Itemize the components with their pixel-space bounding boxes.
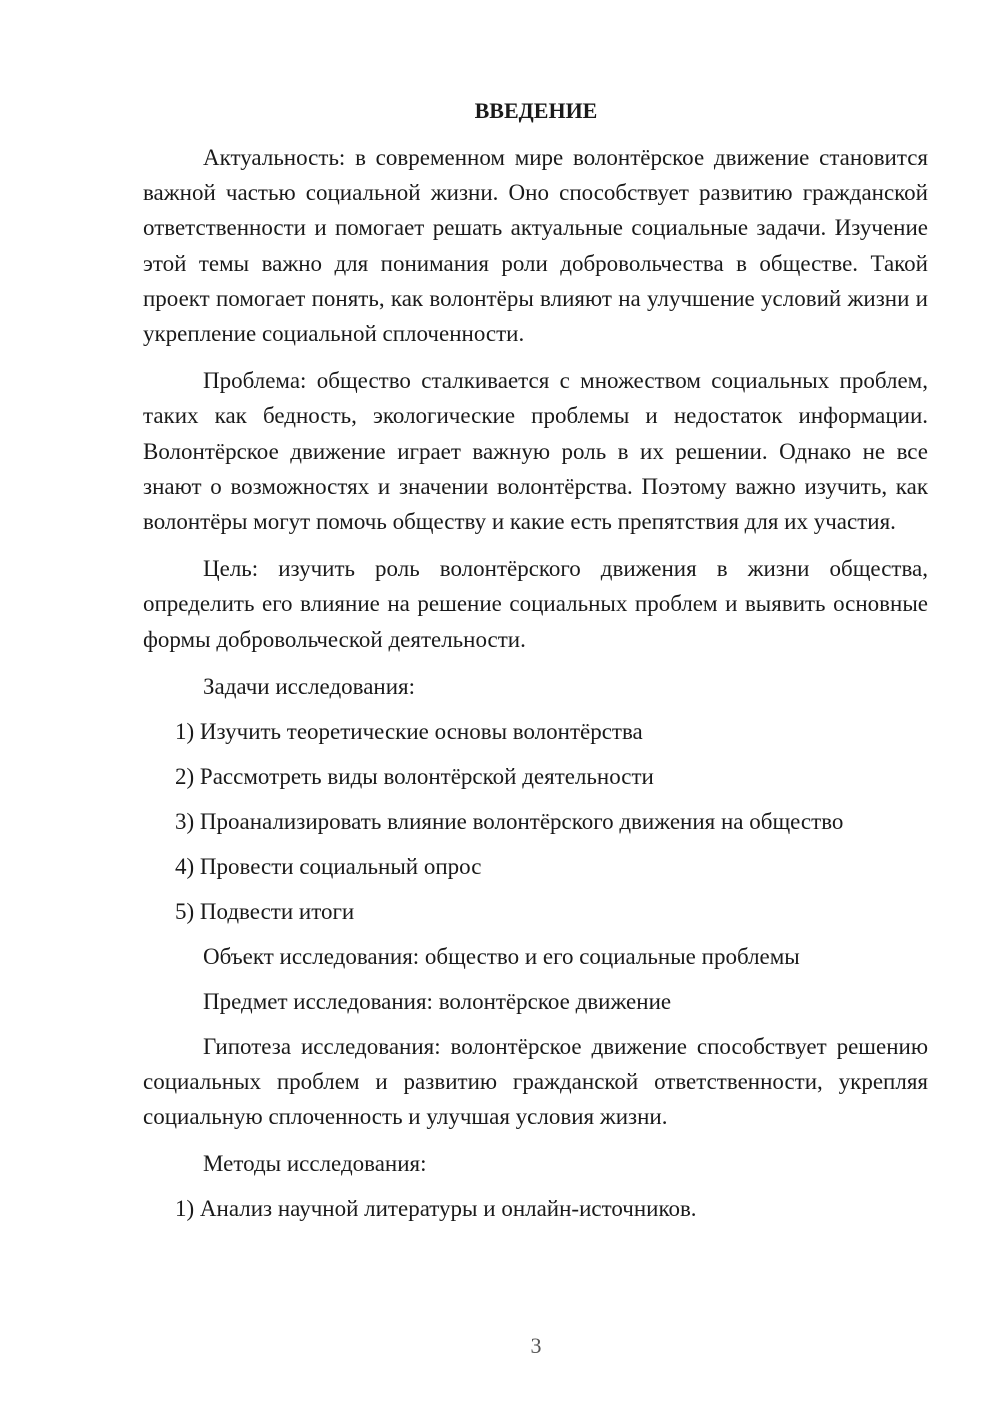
page-content [143,95,928,1236]
relevance-paragraph: Актуальность: в современном мире волонтёрское движение становится важной частью социальной жизни. Оно способствует развитию гражданской ответственности и помогает решать актуальные социальные задачи. Изучение этой темы важно для понимания роли добровольчества в обществе. Такой проект помогает понять, как волонтёры влияют на улучшение условий жизни и укрепление социальной сплоченности. [143,145,928,347]
research-subject: Предмет исследования: волонтёрское движение [203,988,672,1014]
task-item: 2) Рассмотреть виды волонтёрской деятельности [175,763,654,789]
research-object: Объект исследования: общество и его социальные проблемы [203,943,800,969]
goal-paragraph: Цель: изучить роль волонтёрского движения в жизни общества, определить его влияние на решение социальных проблем и выявить основные формы добровольческой деятельности. [143,556,928,652]
task-item: 1) Изучить теоретические основы волонтёрства [175,718,643,744]
task-item: 3) Проанализировать влияние волонтёрского движения на общество [175,808,844,834]
methods-heading: Методы исследования: [203,1151,427,1177]
task-item: 5) Подвести итоги [175,898,355,924]
hypothesis-paragraph: Гипотеза исследования: волонтёрское движение способствует решению социальных проблем и развитию гражданской ответственности, укрепляя социальную сплоченность и улучшая условия жизни. [143,1033,928,1130]
page-title: ВВЕДЕНИЕ [474,98,598,123]
method-item: 1) Анализ научной литературы и онлайн-источников. [175,1196,697,1222]
task-item: 4) Провести социальный опрос [175,853,482,879]
problem-paragraph: Проблема: общество сталкивается с множеством социальных проблем, таких как бедность, экологические проблемы и недостаток информации. Волонтёрское движение играет важную роль в их решении. Однако не все знают о возможностях и значении волонтёрства. Поэтому важно изучить, как волонтёры могут помочь обществу и какие есть препятствия для их участия. [143,368,928,535]
tasks-heading: Задачи исследования: [203,673,416,699]
page-number: 3 [530,1333,542,1358]
